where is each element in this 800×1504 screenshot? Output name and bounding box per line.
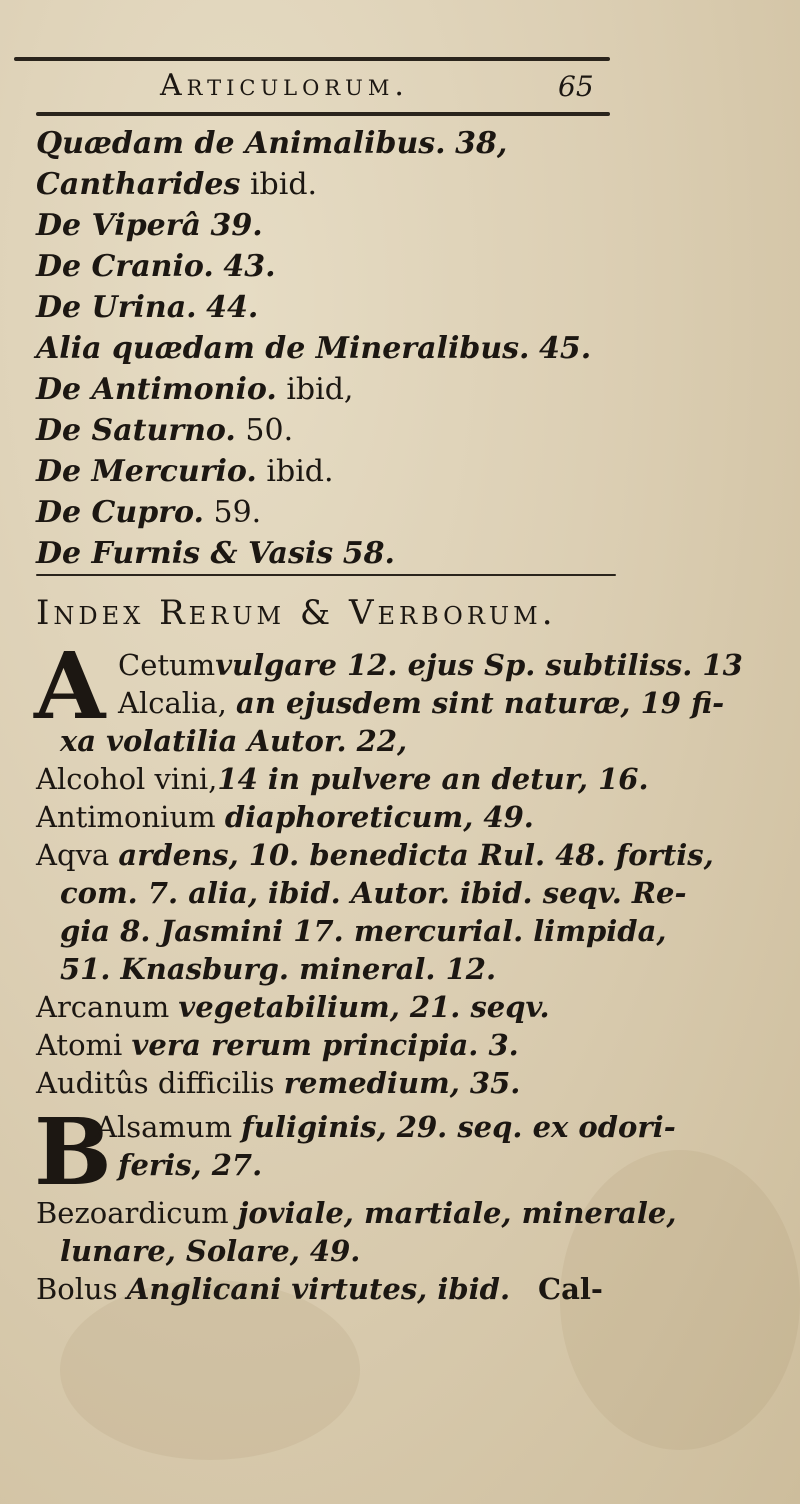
- index-line: lunare, Solare, 49.: [60, 1234, 361, 1268]
- contents-item: De Furnis & Vasis 58.: [36, 536, 395, 571]
- catchword: Cal-: [538, 1272, 603, 1306]
- top-rule: [14, 57, 610, 61]
- contents-item: De Antimonio. ibid,: [36, 372, 354, 407]
- index-line: feris, 27.: [118, 1148, 263, 1182]
- index-line: Auditûs difficilis remedium, 35.: [36, 1066, 521, 1100]
- contents-item: De Urina. 44.: [36, 290, 259, 325]
- index-line: Aqva ardens, 10. benedicta Rul. 48. fortis,: [36, 838, 714, 872]
- drop-cap-b: B: [34, 1098, 112, 1206]
- contents-item: De Viperâ 39.: [36, 208, 263, 243]
- index-title: Index Rerum & Verborum.: [36, 593, 557, 633]
- index-line: 51. Knasburg. mineral. 12.: [60, 952, 497, 986]
- index-line: Atomi vera rerum principia. 3.: [36, 1028, 519, 1062]
- running-head: Articulorum.: [160, 68, 409, 103]
- contents-item: De Cranio. 43.: [36, 249, 276, 284]
- index-line: Alcohol vini,14 in pulvere an detur, 16.: [36, 762, 649, 796]
- index-line: Alcalia, an ejusdem sint naturæ, 19 fi-: [118, 686, 725, 720]
- index-line: xa volatilia Autor. 22,: [60, 724, 408, 758]
- contents-item: Alia quædam de Mineralibus. 45.: [36, 331, 592, 366]
- contents-item: De Cupro. 59.: [36, 495, 262, 530]
- index-line: Alsamum fuliginis, 29. seq. ex odori-: [96, 1110, 676, 1144]
- index-line: Antimonium diaphoreticum, 49.: [36, 800, 534, 834]
- index-line: Arcanum vegetabilium, 21. seqv.: [36, 990, 550, 1024]
- index-line: Cetumvulgare 12. ejus Sp. subtiliss. 13: [118, 648, 743, 682]
- contents-item: Cantharides ibid.: [36, 167, 318, 202]
- drop-cap-a: A: [34, 632, 106, 740]
- index-line: Bezoardicum joviale, martiale, minerale,: [36, 1196, 677, 1230]
- contents-item: De Saturno. 50.: [36, 413, 294, 448]
- section-rule: [36, 574, 616, 576]
- index-line: gia 8. Jasmini 17. mercurial. limpida,: [60, 914, 667, 948]
- index-line: Bolus Anglicani virtutes, ibid.: [36, 1272, 511, 1306]
- page-number: 65: [558, 70, 594, 103]
- paper-stain: [60, 1280, 360, 1460]
- contents-item: De Mercurio. ibid.: [36, 454, 334, 489]
- index-line: com. 7. alia, ibid. Autor. ibid. seqv. Re-: [60, 876, 687, 910]
- header-rule: [36, 112, 610, 116]
- contents-item: Quædam de Animalibus. 38,: [36, 126, 508, 161]
